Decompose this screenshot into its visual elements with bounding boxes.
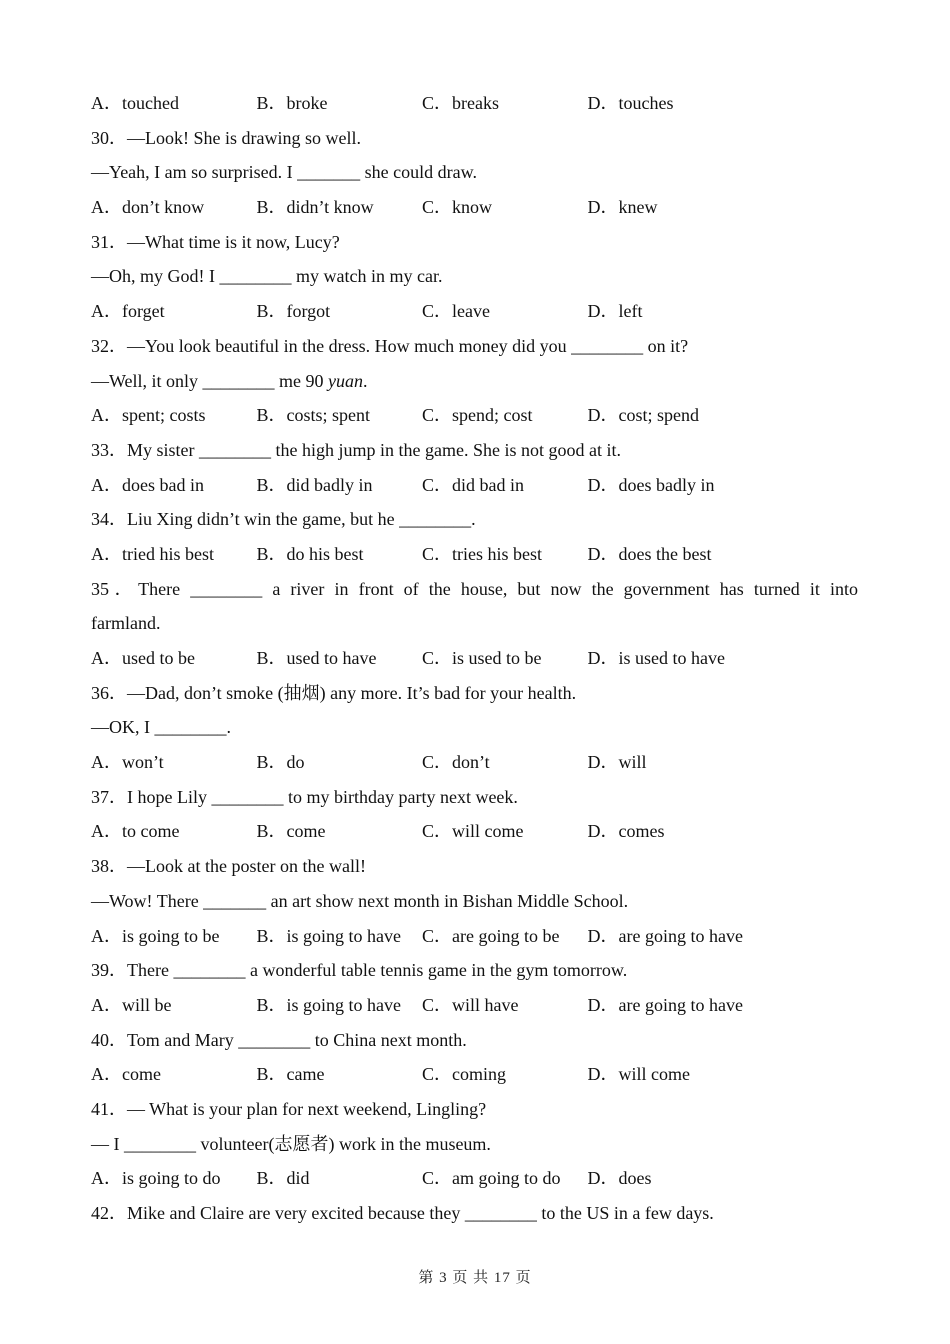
option-b: B．used to have [256,648,377,669]
option-a: A．spent; costs [91,405,206,426]
option-a: A．is going to do [91,1168,221,1189]
question-list [91,86,858,1231]
option-c: C．spend; cost [422,405,533,426]
option-b: B．is going to have [256,925,401,946]
option-c: C．did bad in [422,474,524,495]
option-d: D．does [587,1168,652,1189]
q37-stem: 37．I hope Lily ________ to my birthday party next week. [91,786,518,807]
q39-options [91,988,858,1023]
option-c: C．leave [422,301,490,322]
q36-reply: —OK, I ________. [91,717,231,738]
option-d: D．are going to have [587,994,743,1015]
page-footer: 第 3 页 共 17 页 [418,1270,532,1286]
q33-stem: 33．My sister ________ the high jump in the game. She is not good at it. [91,439,621,460]
q30-stem: 30．—Look! She is drawing so well. [91,127,361,148]
q31-reply: —Oh, my God! I ________ my watch in my car. [91,266,443,287]
option-d: D．comes [587,821,665,842]
option-d: D．are going to have [587,925,743,946]
option-c: C．don’t [422,752,490,773]
option-c: C．am going to do [422,1168,561,1189]
option-d: D．will come [587,1064,690,1085]
option-c: C．know [422,197,493,218]
option-d: D．will [587,752,647,773]
q38-stem: 38．—Look at the poster on the wall! [91,856,366,877]
q40-options [91,1057,858,1092]
option-c: C．is used to be [422,648,542,669]
q35-stem-cont: farmland. [91,613,161,634]
option-a: A．don’t know [91,197,205,218]
q29-options [91,86,858,121]
option-c: C．will come [422,821,524,842]
option-a: A．used to be [91,648,195,669]
q30-options [91,190,858,225]
option-d: D．touches [587,93,674,113]
yuan-italic: yuan [328,370,364,391]
q31-options [91,294,858,329]
option-c: C．are going to be [422,925,560,946]
option-c: C．coming [422,1064,506,1085]
option-a: A．is going to be [91,925,220,946]
option-b: B．came [256,1064,325,1085]
q38-reply: —Wow! There _______ an art show next month in Bishan Middle School. [91,890,629,911]
option-b: B．come [256,821,326,842]
option-b: B．do his best [256,543,364,564]
q30-reply: —Yeah, I am so surprised. I _______ she could draw. [91,162,477,183]
option-b: B．forgot [256,301,331,322]
q41-stem: 41．— What is your plan for next weekend, Lingling? [91,1098,487,1119]
option-a: A．to come [91,821,180,842]
q42-stem: 42．Mike and Claire are very excited because they ________ to the US in a few days. [91,1203,714,1224]
option-b: B．costs; spent [256,405,371,426]
q32-options [91,398,858,433]
option-b: B．is going to have [256,994,401,1015]
option-d: D．does the best [587,543,712,564]
option-a: A．does bad in [91,474,204,495]
option-d: D．does badly in [587,474,715,495]
q31-stem: 31．—What time is it now, Lucy? [91,231,340,252]
option-a: A．tried his best [91,543,214,564]
option-b: B．did [256,1168,310,1189]
q38-options [91,919,858,954]
q35-stem: 35．There ________ a river in front of the house, but now the government has turned it into [91,578,858,599]
option-b: B．did badly in [256,474,373,495]
option-a: A．forget [91,301,165,322]
option-a: A．touched [91,93,179,113]
option-d: D．cost; spend [587,405,699,426]
q34-options [91,537,858,572]
q35-options [91,641,858,676]
q32-reply: —Well, it only ________ me 90 yuan. [91,370,368,391]
option-c: C．tries his best [422,543,542,564]
q37-options [91,814,858,849]
q33-options [91,468,858,503]
q32-stem: 32．—You look beautiful in the dress. How much money did you ________ on it? [91,335,689,356]
q41-options [91,1161,858,1196]
q41-reply: — I ________ volunteer(志愿者) work in the museum. [91,1133,491,1154]
option-b: B．didn’t know [256,197,374,218]
option-d: D．is used to have [587,648,725,669]
q36-options [91,745,858,780]
option-a: A．come [91,1064,161,1085]
q40-stem: 40．Tom and Mary ________ to China next month. [91,1029,467,1050]
option-b: B．do [256,752,305,773]
option-c: C．breaks [422,93,499,113]
option-a: A．won’t [91,752,164,773]
option-c: C．will have [422,994,519,1015]
q36-stem: 36．—Dad, don’t smoke (抽烟) any more. It’s bad for your health. [91,682,577,703]
option-a: A．will be [91,994,172,1015]
q39-stem: 39．There ________ a wonderful table tennis game in the gym tomorrow. [91,960,628,981]
option-b: B．broke [256,93,328,113]
option-d: D．knew [587,197,658,218]
option-d: D．left [587,301,643,322]
q34-stem: 34．Liu Xing didn’t win the game, but he ________. [91,509,476,530]
